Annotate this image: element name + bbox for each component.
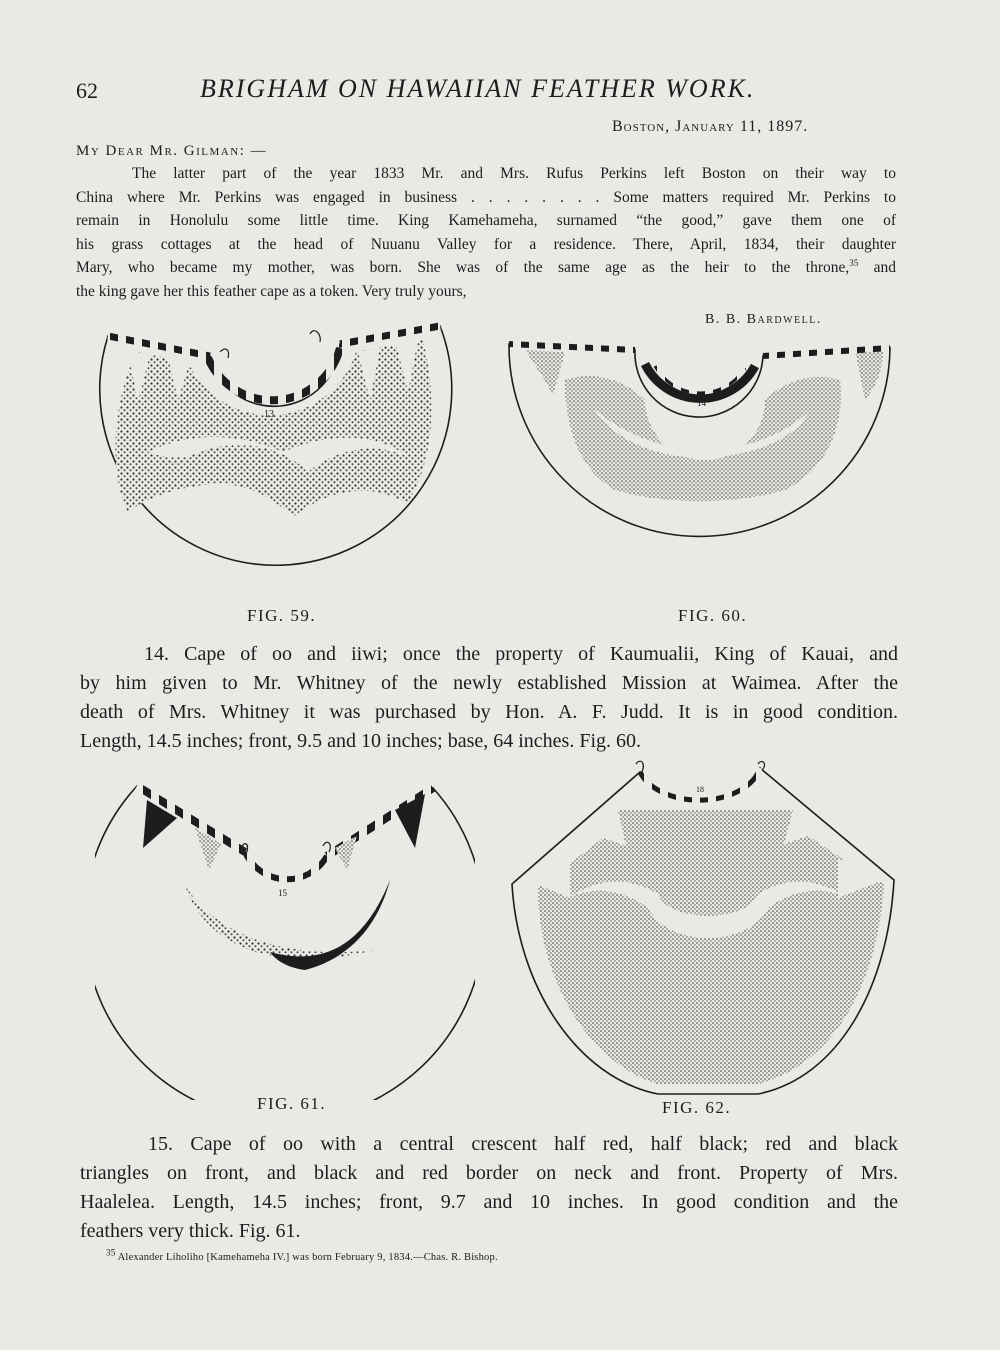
paragraph-15 [80,1130,898,1246]
letter-line: Mary, who became my mother, was born. She was of the same age as the heir to the throne,$^{35}$ and [76,257,896,276]
paragraph-14-line: Length, 14.5 inches; front, 9.5 and 10 inches; base, 64 inches. Fig. 60. [80,730,642,752]
figure-60-cape-drawing [505,340,897,610]
figure-61-cape-drawing [95,780,475,1100]
letter-line: the king gave her this feather cape as a token. Very truly yours, [76,282,467,300]
footnote-text: Alexander Liholiho [Kamehameha IV.] was born February 9, 1834.—Chas. R. Bishop. [115,1252,498,1263]
letter-salutation: My Dear Mr. Gilman: — [76,143,268,159]
figure-62-cape-drawing [508,758,900,1104]
footnote [106,1247,498,1263]
paragraph-15-line: triangles on front, and black and red border on neck and front. Property of Mrs. [80,1162,898,1184]
paragraph-15-line: Haalelea. Length, 14.5 inches; front, 9.7 and 10 inches. In good condition and the [80,1191,898,1213]
figure-59-caption: FIG. 59. [247,606,317,625]
paragraph-15-line: feathers very thick. Fig. 61. [80,1220,301,1242]
figure-59-cape-number: 13 [264,409,274,420]
letter-body [76,162,896,303]
figure-62-caption: FIG. 62. [662,1098,732,1117]
figure-61-caption: FIG. 61. [257,1094,327,1113]
letter-line: his grass cottages at the head of Nuuanu Valley for a residence. There, April, 1834, their daughter [76,235,896,253]
footnote-reference: 35 [849,257,859,268]
figure-59-cape-drawing [78,322,462,612]
paragraph-14-line: 14. Cape of oo and iiwi; once the property of Kaumualii, King of Kauai, and [144,643,898,665]
paragraph-14-line: death of Mrs. Whitney it was purchased by Hon. A. F. Judd. It is in good condition. [80,701,898,723]
page-number: 62 [76,78,98,103]
letter-line: China where Mr. Perkins was engaged in business . . . . . . . . Some matters required Mr. Perkins to [76,188,896,206]
paragraph-15-line: 15. Cape of oo with a central crescent half red, half black; red and black [148,1133,898,1155]
figure-62-cape-number: 18 [696,785,704,794]
paragraph-14 [80,640,898,756]
letter-line: remain in Honolulu some little time. King Kamehameha, surnamed “the good,” gave them one of [76,212,896,229]
running-title: BRIGHAM ON HAWAIIAN FEATHER WORK. [200,74,756,103]
letter-dateline: Boston, January 11, 1897. [612,118,809,135]
letter-signature: B. B. Bardwell. [705,312,822,327]
figure-60-caption: FIG. 60. [678,606,748,625]
figure-61-cape-number: 15 [278,888,287,898]
figure-60-cape-number: 14 [697,398,706,408]
footnote-mark: 35 [106,1247,116,1258]
paragraph-14-line: by him given to Mr. Whitney of the newly established Mission at Waimea. After the [80,672,898,694]
letter-line: The latter part of the year 1833 Mr. and Mrs. Rufus Perkins left Boston on their way to [132,165,896,182]
